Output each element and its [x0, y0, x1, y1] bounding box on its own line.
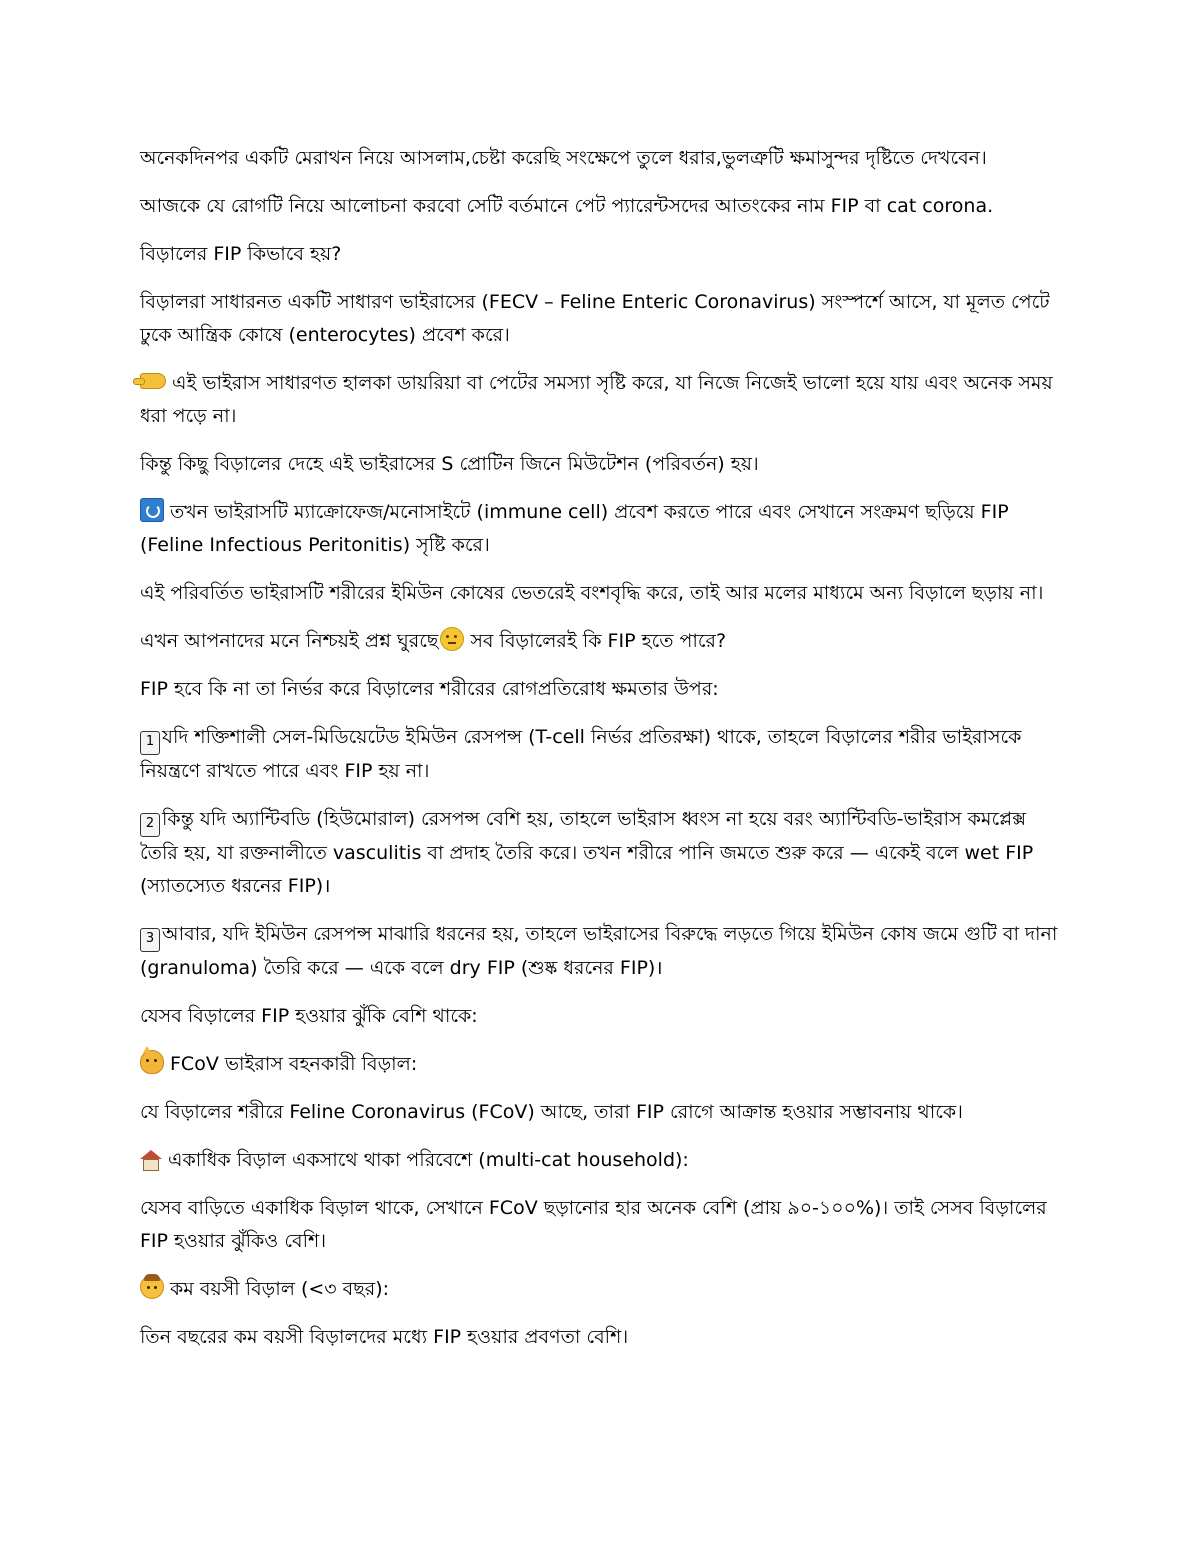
point-3-paragraph [140, 918, 1060, 985]
cycle-arrows-icon [140, 498, 164, 522]
cat-face-icon [140, 1050, 164, 1074]
point-2-text: কিন্তু যদি অ্যান্টিবডি (হিউমোরাল) রেসপন্স বেশি হয়, তাহলে ভাইরাস ধ্বংস না হয়ে বরং অ্যান্টিবডি-ভাইরাস কমপ্লেক্স তৈরি হয়, যা রক্তনালীতে vasculitis বা প্রদাহ তৈরি করে। তখন শরীরে পানি জমতে শুরু করে — একেই বলে wet FIP (স্যাতস্যেত ধরনের FIP)। [140, 808, 1034, 897]
intro-paragraph: অনেকদিনপর একটি মেরাথন নিয়ে আসলাম,চেষ্টা করেছি সংক্ষেপে তুলে ধরার,ভুলত্রুটি ক্ষমাসুন্দর দৃষ্টিতে দেখবেন। [140, 147, 987, 169]
young-cat-paragraph: তিন বছরের কম বয়সী বিড়ালদের মধ্যে FIP হওয়ার প্রবণতা বেশি। [140, 1326, 629, 1348]
fecv-paragraph: বিড়ালরা সাধারনত একটি সাধারণ ভাইরাসের (FECV – Feline Enteric Coronavirus) সংস্পর্শে আসে, যা মূলত পেটে ঢুকে আন্ত্রিক কোষে (enterocytes) প্রবেশ করে। [140, 291, 1050, 346]
point-2-paragraph [140, 803, 1060, 903]
macrophage-paragraph [140, 496, 1060, 562]
question-lead-text: এখন আপনাদের মনে নিশ্চয়ই প্রশ্ন ঘুরছে [140, 630, 439, 652]
risk-heading: যেসব বিড়ালের FIP হওয়ার ঝুঁকি বেশি থাকে: [140, 1005, 478, 1027]
section-heading-how-fip: বিড়ালের FIP কিভাবে হয়? [140, 243, 342, 265]
young-cat-heading [140, 1273, 1060, 1306]
immunity-intro-paragraph: FIP হবে কি না তা নির্ভর করে বিড়ালের শরীরের রোগপ্রতিরোধ ক্ষমতার উপর: [140, 678, 719, 700]
fcov-carrier-heading [140, 1048, 1060, 1081]
multicat-heading [140, 1144, 1060, 1177]
keycap-2-icon: 2 [140, 813, 160, 837]
multicat-heading-text: একাধিক বিড়াল একসাথে থাকা পরিবেশে (multi-cat household): [168, 1149, 689, 1171]
mild-symptoms-paragraph [140, 367, 1060, 433]
point-1-paragraph [140, 721, 1060, 788]
question-text: সব বিড়ালেরই কি FIP হতে পারে? [470, 630, 727, 652]
point-3-text: আবার, যদি ইমিউন রেসপন্স মাঝারি ধরনের হয়, তাহলে ভাইরাসের বিরুদ্ধে লড়তে গিয়ে ইমিউন কোষ জমে গুটি বা দানা (granuloma) তৈরি করে — একে বলে dry FIP (শুষ্ক ধরনের FIP)। [140, 923, 1058, 979]
fcov-carrier-text: FCoV ভাইরাস বহনকারী বিড়াল: [170, 1053, 418, 1075]
house-icon [140, 1150, 162, 1170]
point-1-text: যদি শক্তিশালী সেল-মিডিয়েটেড ইমিউন রেসপন্স (T-cell নির্ভর প্রতিরক্ষা) থাকে, তাহলে বিড়ালের শরীর ভাইরাসকে নিয়ন্ত্রণে রাখতে পারে এবং FIP হয় না। [140, 726, 1022, 782]
thinking-face-icon [440, 627, 464, 651]
multicat-paragraph: যেসব বাড়িতে একাধিক বিড়াল থাকে, সেখানে FCoV ছড়ানোর হার অনেক বেশি (প্রায় ৯০-১০০%)। তাই সেসব বিড়ালের FIP হওয়ার ঝুঁকিও বেশি। [140, 1197, 1047, 1252]
pointing-right-icon [140, 373, 166, 389]
fcov-carrier-paragraph: যে বিড়ালের শরীরে Feline Coronavirus (FCoV) আছে, তারা FIP রোগে আক্রান্ত হওয়ার সম্ভাবনায় থাকে। [140, 1101, 963, 1123]
macrophage-text: তখন ভাইরাসটি ম্যাক্রোফেজ/মনোসাইটে (immune cell) প্রবেশ করতে পারে এবং সেখানে সংক্রমণ ছড়িয়ে FIP (Feline Infectious Peritonitis) সৃষ্টি করে। [140, 501, 1009, 556]
keycap-3-icon: 3 [140, 928, 160, 952]
topic-paragraph: আজকে যে রোগটি নিয়ে আলোচনা করবো সেটি বর্তমানে পেট প্যারেন্টসদের আতংকের নাম FIP বা cat corona. [140, 195, 994, 217]
question-paragraph [140, 625, 1060, 658]
mutation-paragraph: কিন্তু কিছু বিড়ালের দেহে এই ভাইরাসের S প্রোটিন জিনে মিউটেশন (পরিবর্তন) হয়। [140, 453, 759, 475]
child-icon [140, 1275, 164, 1299]
young-cat-heading-text: কম বয়সী বিড়াল (<৩ বছর): [170, 1278, 390, 1300]
document-body [140, 142, 1060, 1369]
keycap-1-icon: 1 [140, 731, 160, 755]
replication-paragraph: এই পরিবর্তিত ভাইরাসটি শরীরের ইমিউন কোষের ভেতরেই বংশবৃদ্ধি করে, তাই আর মলের মাধ্যমে অন্য বিড়ালে ছড়ায় না। [140, 582, 1044, 604]
mild-symptoms-text: এই ভাইরাস সাধারণত হালকা ডায়রিয়া বা পেটের সমস্যা সৃষ্টি করে, যা নিজে নিজেই ভালো হয়ে যায় এবং অনেক সময় ধরা পড়ে না। [140, 372, 1053, 427]
